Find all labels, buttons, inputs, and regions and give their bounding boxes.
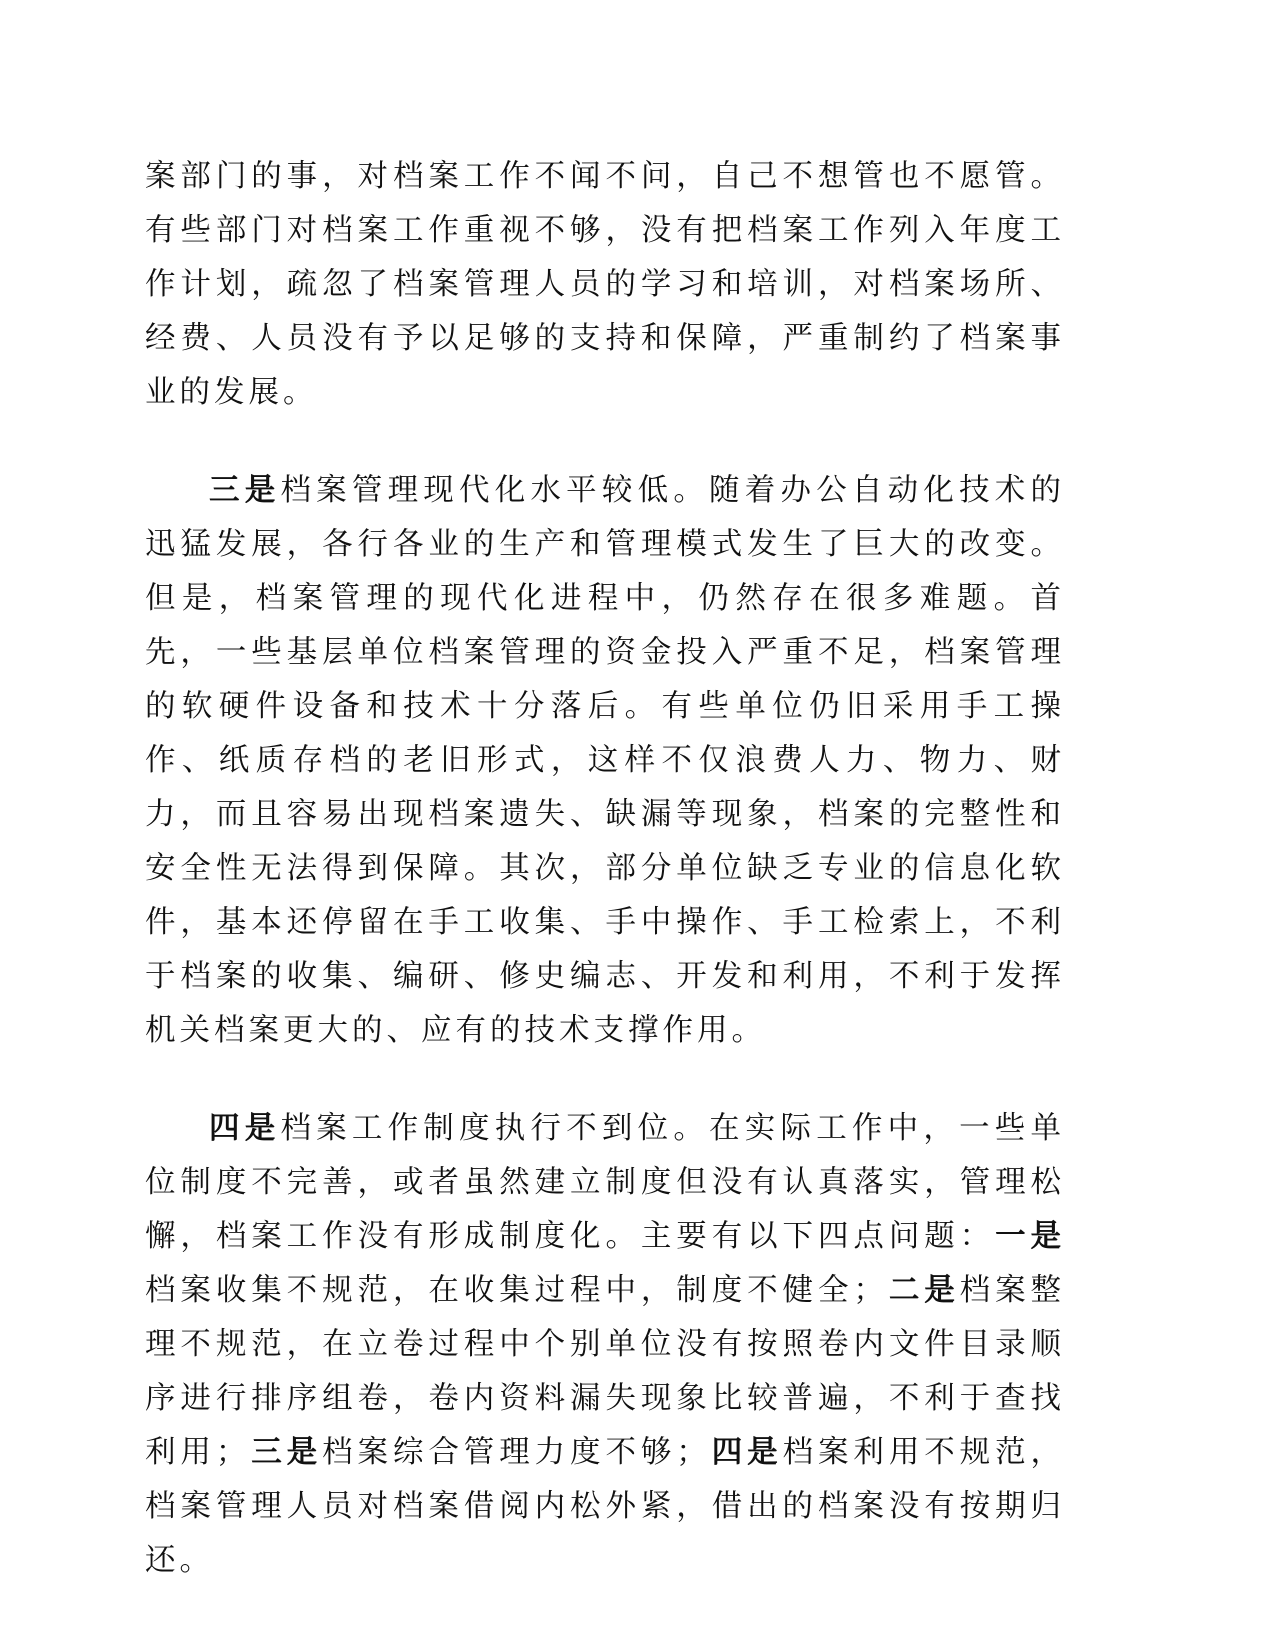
paragraph-text: 档案综合管理力度不够； bbox=[322, 1435, 711, 1470]
bold-lead-san-shi: 三是 bbox=[209, 473, 281, 508]
bold-lead-er-shi: 二是 bbox=[887, 1273, 960, 1308]
paragraph-text: 档案工作制度执行不到位。在实际工作中，一些单位制度不完善，或者虽然建立制度但没有认真落实，管理松懈，档案工作没有形成制度化。主要有以下四点问题： bbox=[145, 1111, 1066, 1254]
document-page bbox=[145, 150, 1065, 1632]
paragraph-text: 档案整理不规范，在立卷过程中个别单位没有按照卷内文件目录顺序进行排序组卷，卷内资料漏失现象比较普遍，不利于查找利用； bbox=[145, 1273, 1066, 1470]
bold-lead-si-shi: 四是 bbox=[710, 1435, 783, 1470]
paragraph-3 bbox=[145, 1102, 1065, 1588]
paragraph-1 bbox=[145, 150, 1065, 420]
paragraph-text: 档案管理现代化水平较低。随着办公自动化技术的迅猛发展，各行各业的生产和管理模式发生了巨大的改变。但是，档案管理的现代化进程中，仍然存在很多难题。首先，一些基层单位档案管理的资金投入严重不足，档案管理的软硬件设备和技术十分落后。有些单位仍旧采用手工操作、纸质存档的老旧形式，这样不仅浪费人力、物力、财力，而且容易出现档案遗失、缺漏等现象，档案的完整性和安全性无法得到保障。其次，部分单位缺乏专业的信息化软件，基本还停留在手工收集、手中操作、手工检索上，不利于档案的收集、编研、修史编志、开发和利用，不利于发挥机关档案更大的、应有的技术支撑作用。 bbox=[145, 473, 1066, 1048]
paragraph-text: 案部门的事，对档案工作不闻不问，自己不想管也不愿管。有些部门对档案工作重视不够，没有把档案工作列入年度工作计划，疏忽了档案管理人员的学习和培训，对档案场所、经费、人员没有予以足够的支持和保障，严重制约了档案事业的发展。 bbox=[145, 159, 1065, 410]
bold-lead-san-shi: 三是 bbox=[250, 1435, 323, 1470]
bold-lead-yi-shi: 一是 bbox=[995, 1219, 1066, 1254]
paragraph-text: 档案收集不规范，在收集过程中，制度不健全； bbox=[145, 1273, 888, 1308]
bold-lead-si-shi: 四是 bbox=[209, 1111, 281, 1146]
paragraph-2 bbox=[145, 464, 1065, 1058]
paragraph-text: 档案利用不规范，档案管理人员对档案借阅内松外紧，借出的档案没有按期归还。 bbox=[145, 1435, 1066, 1578]
